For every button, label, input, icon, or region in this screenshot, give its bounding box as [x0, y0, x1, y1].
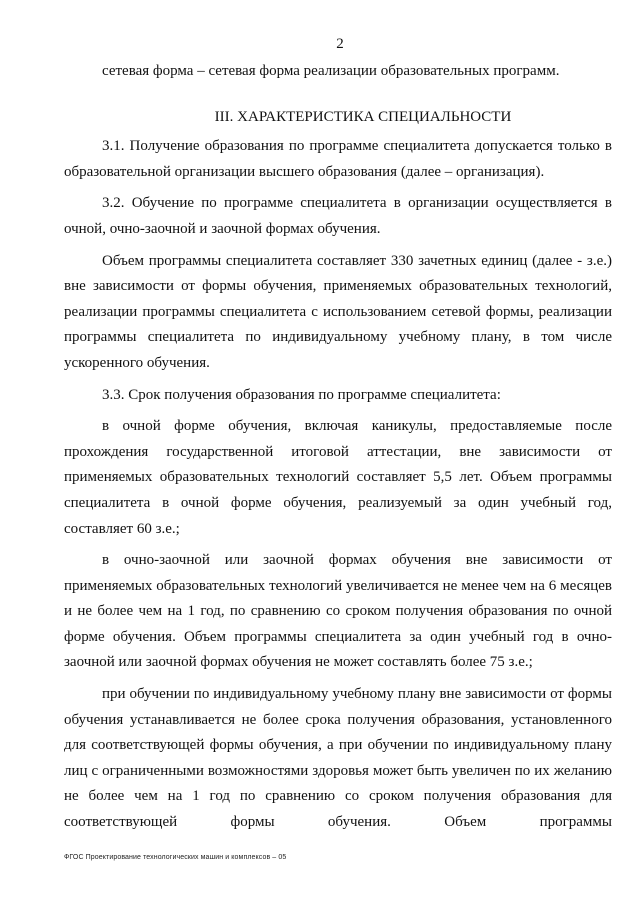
footer-text: ФГОС Проектирование технологических машин и комплексов – 05	[64, 854, 287, 861]
paragraph-part-time: в очно-заочной или заочной формах обучения вне зависимости от применяемых образовательных технологий увеличивается не менее чем на 6 месяцев и не более чем на 1 год, по сравнению со сроком получения образования по очной форме обучения. Объем программы специалитета за один учебный год в очно-заочной или заочной формах обучения не может составлять более 75 з.е.;	[64, 552, 612, 671]
paragraph-3-1: 3.1. Получение образования по программе специалитета допускается только в образовательной организации высшего образования (далее – организация).	[64, 138, 612, 180]
page-number: 2	[336, 36, 344, 52]
paragraph-3-2: 3.2. Обучение по программе специалитета в организации осуществляется в очной, очно-заочной и заочной формах обучения.	[64, 195, 612, 237]
paragraph-full-time: в очной форме обучения, включая каникулы, предоставляемые после прохождения государственной итоговой аттестации, вне зависимости от применяемых образовательных технологий составляет 5,5 лет. Объем программы специалитета в очной форме обучения, реализуемый за один учебный год, составляет 60 з.е.;	[64, 418, 612, 537]
paragraph-3-3: 3.3. Срок получения образования по программе специалитета:	[102, 386, 501, 403]
document-body	[64, 59, 612, 836]
section-heading: III. ХАРАКТЕРИСТИКА СПЕЦИАЛЬНОСТИ	[214, 108, 512, 125]
paragraph-volume: Объем программы специалитета составляет 330 зачетных единиц (далее - з.е.) вне зависимости от формы обучения, применяемых образовательных технологий, реализации программы специалитета с использованием сетевой формы, реализации программы специалитета по индивидуальному учебному плану, в том числе ускоренного обучения.	[64, 252, 612, 371]
intro-paragraph: сетевая форма – сетевая форма реализации образовательных программ.	[102, 63, 560, 79]
paragraph-individual-plan: при обучении по индивидуальному учебному плану вне зависимости от формы обучения устанавливается не более срока получения образования, установленного для соответствующей формы обучения, а при обучении по индивидуальному плану лиц с ограниченными возможностями здоровья может быть увеличен по их желанию не более чем на 1 год по сравнению со сроком получения образования для соответствующей формы обучения. Объем программы	[64, 686, 612, 831]
